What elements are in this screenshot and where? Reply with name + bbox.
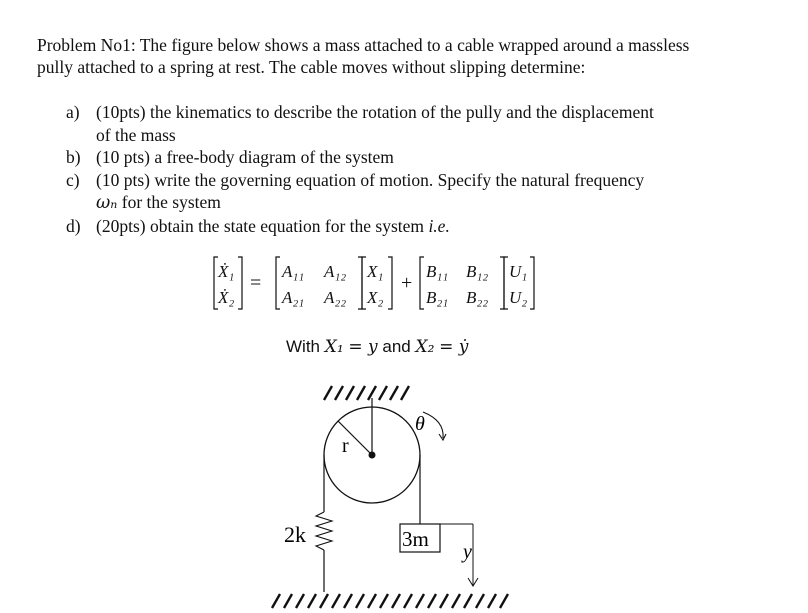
- rotation-arrowhead: [439, 434, 446, 440]
- u1: U₁: [509, 262, 528, 281]
- part-c-text-line-2: ωₙ for the system: [96, 192, 221, 213]
- lhs-x2-dot: Ẋ₂: [218, 288, 235, 307]
- u2: U₂: [509, 288, 528, 307]
- ground-support: [272, 594, 508, 608]
- plus-sign: +: [401, 272, 413, 294]
- b12: B₁₂: [466, 262, 489, 281]
- part-c-text-line-1: (10 pts) write the governing equation of motion. Specify the natural frequency: [96, 169, 645, 190]
- b11: B₁₁: [426, 262, 449, 281]
- rotation-arrow: [423, 412, 443, 438]
- spring-label: 2k: [284, 522, 306, 547]
- a11: A₁₁: [282, 262, 305, 281]
- part-marker: a): [66, 102, 80, 122]
- b22: B₂₂: [466, 288, 489, 307]
- natural-frequency-symbol: ωₙ: [96, 193, 118, 213]
- part-marker: b): [66, 147, 81, 167]
- part-d-text: (20pts) obtain the state equation for the system i.e.: [96, 215, 450, 236]
- problem-statement: [37, 34, 787, 78]
- part-c: [66, 169, 766, 215]
- displacement-label: y: [463, 541, 472, 563]
- part-marker: d): [66, 215, 81, 236]
- state-equation: [210, 253, 570, 313]
- part-d-italic-ie: i.e.: [428, 215, 450, 236]
- x2: X₂: [367, 288, 384, 307]
- ceiling-support: [324, 386, 409, 400]
- b21: B₂₁: [426, 288, 449, 307]
- mass-label: 3m: [402, 527, 429, 551]
- state-definition: With X₁ = y and X₂ = ẏ: [286, 337, 469, 357]
- part-a-text-line-1: (10pts) the kinematics to describe the rotation of the pully and the displacement: [96, 102, 654, 122]
- angle-label: θ: [415, 413, 425, 435]
- problem-parts-list: [66, 101, 766, 237]
- part-b: [66, 146, 766, 169]
- spring: [316, 512, 332, 550]
- pulley-spring-mass-diagram: [260, 380, 520, 613]
- part-b-text: (10 pts) a free-body diagram of the system: [96, 147, 394, 167]
- equals-sign: =: [250, 272, 262, 294]
- part-a: [66, 101, 766, 146]
- x1: X₁: [367, 262, 384, 281]
- a21: A₂₁: [282, 288, 305, 307]
- part-d: [66, 215, 766, 238]
- a22: A₂₂: [324, 288, 347, 307]
- problem-intro-line-2: pully attached to a spring at rest. The cable moves without slipping determine:: [37, 57, 586, 77]
- radius-label: r: [342, 435, 349, 457]
- part-marker: c): [66, 169, 80, 190]
- part-a-text-line-2: of the mass: [96, 124, 176, 145]
- a12: A₁₂: [324, 262, 347, 281]
- lhs-x1-dot: Ẋ₁: [218, 262, 235, 281]
- problem-intro-line-1: Problem No1: The figure below shows a mass attached to a cable wrapped around a massless: [37, 35, 690, 55]
